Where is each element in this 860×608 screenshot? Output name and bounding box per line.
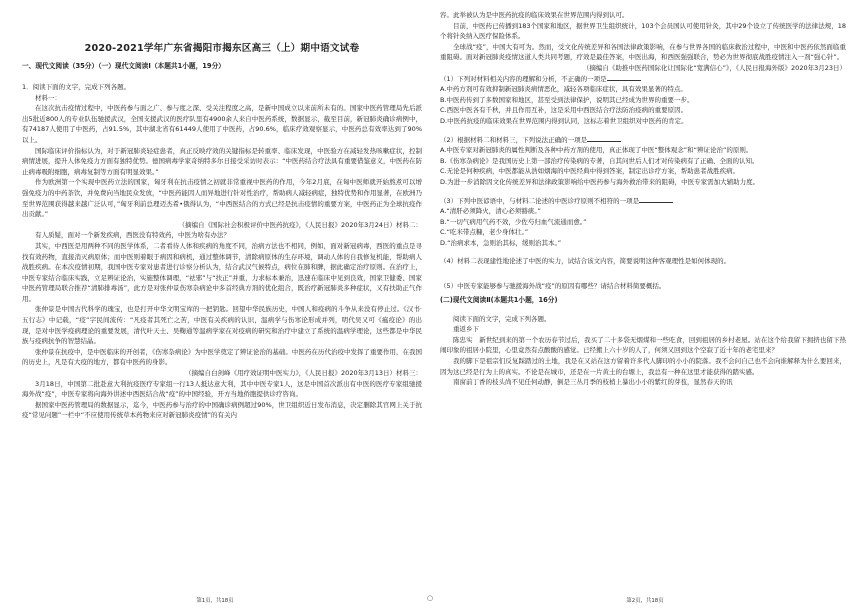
answer-blank: [587, 135, 621, 142]
passage-paragraph: 张仲景在抗疫中，是中医临床的开创者，《伤寒杂病论》为中医学奠定了辨证论治的基础。中医药在历代治疫中发挥了重要作用，在我国的历史上，凡是有大疫的地方，都有中医药的身影。: [22, 347, 422, 367]
section-heading-reading-1: 一、现代文阅读（35分）（一）现代文阅读Ⅰ（本题共1小题，19分）: [22, 62, 225, 70]
passage-paragraph: 作为欧洲第一个实现中医药立法的国家，匈牙利在抗击疫情之初就非常重视中医药的作用，今年2月底，在匈中医师就开始熬煮可以增强免疫力的中药茶饮，并免费向当地民众发放，“中医药能因人而异地进行针对性治疗，帮助病人减轻病症，独特优势和作用显著，在欧洲乃至世界范围获得越来越广泛认可，”匈牙利前总理迈杰希•俄得认为，“中西医结合的方式已经是抗击疫情的重要方案，中医药正为全球抗疫作出贡献。”: [22, 178, 422, 219]
page-number-right: 第2页，共18页: [626, 598, 664, 604]
source-citation: （摘编自《助推中医药国际化让国际化“宽满信心”》，《人民日报海外版》2020年3月23日）: [582, 63, 846, 72]
article-paragraph: 南窗前丁香的枝头尚不见任何动静，倒是三丛月季的枝梢上暴出小小的紫红的芽苞，显然春天的讯: [453, 378, 733, 387]
passage-paragraph: 全球战“疫”，中国大有可为。然而，受文化传统差异和各国法律政策影响，在参与世界各国的临床救治过程中，中医和中医药依然面临重重阻碍。面对新冠肺炎疫情这道人类共同考题，疗效是最佳答案，中医出海，和西医强强联合，势必为世界彻底战胜疫情注入一剂“强心针”。: [440, 42, 846, 62]
passage-paragraph: 国际临床评价指标认为，对于新冠肺炎轻症患者，真正反映疗效的关键指标是转重率、临床发现，中医验方在减轻发热咳嗽症状，控制病情进展，提升人体免疫力方面有独特优势。德国病毒学家奇纳特多尔日接受采访时表示：“中医药结合疗法具有重要借鉴意义，中医药在防止病毒吸附细胞，病毒复制等方面有明显效果。”: [22, 146, 422, 176]
passage-paragraph: 张仲景是中国古代科学的瑰宝，也是打开中华文明宝库的一把钥匙。回望中华民族历史，中国人和疫病的斗争从来没有停止过。《汉书·五行志》中记载，“疫”字民间流传：“凡疫者其死亡之苦，中医有关疾病的认识，温病学与伤寒论形成并列，明代吴又可《瘟疫论》的出现，是对中医学疫病理论的重要发展，清代叶天士、吴鞠通等温病学家在对疫病的研究和治疗中建立了系统的温病学理论，这些都是中华民族与疫病抗争的智慧结晶。: [22, 305, 422, 346]
passage-paragraph: 在这次抗击疫情过程中，中医药参与面之广、参与度之深、受关注程度之高，是新中国成立以来前所未有的。国家中医药管理局先后派出5批近800人的专业队伍驰援武汉，全国支援武汉的医疗队里有4900余人来自中医药系统，数据显示，截至目前，新冠肺炎确诊病例中，有74187人使用了中医药，占91.5%，其中湖北省有61449人使用了中医药，占90.6%，临床疗效观察显示，中医药总有效率达到了90%以上。: [22, 104, 422, 144]
answer-option: D.“治病求本，急则治其标，缓则治其本。”: [440, 238, 562, 247]
question-stem: （3）下列中医谚语中，与材料二论述的中医诊疗原则不相符的一项是: [440, 196, 846, 207]
source-citation: （摘编自白剑峰《用疗效证明中医实力》，《人民日报》2020年3月13日）材料三：: [185, 369, 422, 378]
answer-option: A.“清肝必须降火，清心必须豁痰。”: [440, 207, 541, 216]
passage-paragraph: 容。此举被认为是中医药抗疫的临床效果在世界范围内得到认可。: [440, 11, 629, 19]
right-page: [430, 0, 860, 608]
article-paragraph: 我的脚下是祖宗们反复踩踏过的土地，我是在又站在这方留着许多代人脚印的小小的院落。我不会问自己也不会向谁解释为什么要回来，因为这已经是行为上的真实。不论是在城市，还是在一片黄土的台塬上，我总有一种在这里才能获得的踏实感。: [440, 357, 846, 376]
answer-option: C.西医中医各有千秋，并且作用互补，这是采用中西医结合疗法防治疫病的重要原因。: [440, 106, 688, 115]
answer-option: B.《伤寒杂病论》是我国历史上第一部治疗传染病的专著，自其问世后人们才对传染病有了正确、全面的认知。: [440, 156, 759, 165]
answer-option: D.中医药抗疫的临床效果在世界范围内得到认同，这标志着世卫组织对中医药的肯定。: [440, 116, 688, 125]
page-number-left: 第1页，共18页: [196, 598, 234, 604]
question-stem: （5）中医专家能够参与驰援海外战“疫”的原因有哪些？请结合材料简要概括。: [440, 282, 666, 291]
passage-paragraph: 其实，中西医是用两种不同的医学体系，二者看待人体和疾病的角度不同，治病方法也不相同，例如，面对新冠病毒，西医的重点是寻找有效药物，直接消灭病原体；而中医则着眼于病因和病机，通过整体调节，清除病原体的生存环境，调动人体的自我修复机能，帮助病人战胜疾病。在本次疫情初期，我国中医专家对患者进行诊察分析认为，结合武汉气候特点，病位在肺和脾，据此确定治疗原则。在治疗上，中医专家结合临床实践，立足辨证论治，实施整体调理，“祛邪”与“扶正”并重，力求标本兼治，迅速在临床中见到良效，国家卫健委、国家中医药管理局联合推荐“清肺排毒汤”，此方是对张仲景伤寒杂病论中多首经典方剂的优化组合，既治疗新冠肺炎多种症状，又有扶助正气作用。: [22, 241, 422, 303]
answer-option: C.无论是何种疾病，中医都能从浩如烟海的中医经典中得到答案，制定出诊疗方案，帮助患者战胜疾病。: [440, 167, 740, 176]
passage-paragraph: 据国家中医药管理局的数据显示，迄今，中医药参与治疗的中国确诊病例超过90%，世卫组织近日发布消息，决定删除其官网上关于抗疫“常见问题”一栏中“不应使用传统草本药物来应对新冠肺炎疫情”的有关内: [22, 400, 422, 420]
answer-option: B.“一切气病用气药不效，少佐芍归血气流通而愈。”: [440, 217, 587, 226]
question-1-intro: 1．阅读下面的文字，完成下列各题。: [22, 83, 131, 91]
article-title: 重返乡下: [453, 325, 479, 334]
answer-option: A.中医专家对新冠肺炎的属性判断及各种中药方剂的使用，真正体现了中医“整体观念”和“辨证论治”的原则。: [440, 146, 753, 155]
passage-paragraph: 有人质疑，面对一个新发疾病，西医没有特效药，中医为啥有办法？: [35, 231, 230, 240]
material-1-label: 材料一：: [35, 93, 61, 102]
article-paragraph: 陈忠实 新世纪到来的第一个农历春节过后，我买了二十多袋无烟煤和一些吃食，回到祖居的乡村老屋。站在这个给我留下拥挤也留下热闹印象的祖居小院里，心里竟然有点酸酸的感觉。已经搬上六十岁的人了，何须又回到这个空寂了近十年的老宅里来？: [440, 335, 846, 355]
passage-paragraph: 目前，中医药已传播到183个国家和地区，据世界卫生组织统计，103个会员国认可使用针灸，其中29个设立了传统医学的法律法规，18个将针灸纳入医疗保险体系。: [440, 21, 846, 41]
question-stem: （2）根据材料二和材料三，下列说法正确的一项是: [440, 135, 846, 146]
answer-option: C.“吃米带点糠，老少身体壮。”: [440, 228, 529, 237]
answer-option: A.中药方剂可有效抑制新冠肺炎病情恶化，减轻各项临床症状，具有效果显著的特点。: [440, 85, 687, 94]
question-stem: （4）材料二表现建性地论述了中医的实力，试结合该文内容，简要说明这种客观理性是如何体现的。: [440, 257, 731, 266]
section-heading-reading-2: (二)现代文阅读Ⅱ(本题共1小题，16分): [440, 295, 558, 304]
answer-blank: [639, 196, 673, 203]
answer-blank: [607, 74, 641, 81]
source-citation: （摘编自《国际社会积极评价中医药抗疫》，《人民日报》2020年3月24日）材料二：: [178, 220, 422, 229]
question-stem: （1）下列对材料相关内容的理解和分析，不正确的一项是: [440, 74, 846, 85]
answer-option: B.中医药传到了多数国家和地区，甚至受到法律保护，说明其已经成为世界的重要一步。: [440, 95, 694, 104]
page-divider-mark: ○: [426, 594, 434, 602]
answer-option: D.为进一步消除因文化传统差异和法律政策影响给中医药参与海外救治带来的阻碍，中医专家需加大辅助力度。: [440, 177, 760, 186]
passage-paragraph: 3月18日，中国第二批赴意大利抗疫医疗专家组一行13人抵达意大利，其中中医专家1人，这是中国首次派出有中医的医疗专家组驰援海外战“疫”，中医专家将向海外讲述中西医结合战“疫”的中国经验，开方当地侨胞提供诊疗咨询。: [22, 379, 422, 399]
exam-title: 2020-2021学年广东省揭阳市揭东区高三（上）期中语文试卷: [84, 43, 360, 54]
question-2-intro: 阅读下面的文字，完成下列各题。: [453, 314, 551, 323]
